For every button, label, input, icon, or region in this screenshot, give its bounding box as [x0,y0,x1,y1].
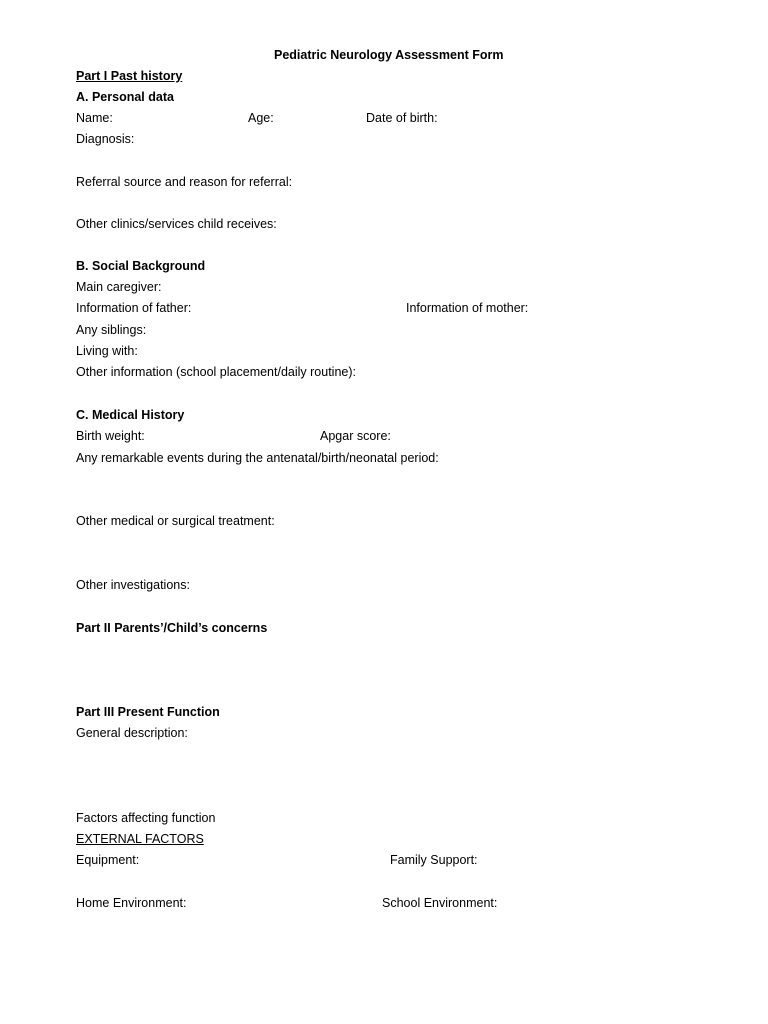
living-with-label: Living with: [76,344,138,358]
school-environment-label: School Environment: [382,896,498,910]
birth-weight-label: Birth weight: [76,429,145,443]
remarkable-events-label: Any remarkable events during the antenatal/birth/neonatal period: [76,451,439,465]
name-label: Name: [76,111,113,125]
home-environment-label: Home Environment: [76,896,187,910]
mother-info-label: Information of mother: [406,301,529,315]
age-label: Age: [248,111,274,125]
referral-label: Referral source and reason for referral: [76,175,293,189]
father-info-label: Information of father: [76,301,192,315]
part-1-heading: Part I Past history [76,69,183,83]
medical-history-heading: C. Medical History [76,408,185,422]
external-factors-heading: EXTERNAL FACTORS [76,832,204,846]
other-treatment-label: Other medical or surgical treatment: [76,514,275,528]
equipment-label: Equipment: [76,853,140,867]
date-of-birth-label: Date of birth: [366,111,438,125]
part-2-heading: Part II Parents’/Child’s concerns [76,621,268,635]
main-caregiver-label: Main caregiver: [76,280,162,294]
other-clinics-label: Other clinics/services child receives: [76,217,277,231]
diagnosis-label: Diagnosis: [76,132,135,146]
other-investigations-label: Other investigations: [76,578,190,592]
family-support-label: Family Support: [390,853,478,867]
form-title: Pediatric Neurology Assessment Form [274,48,504,62]
other-information-label: Other information (school placement/daily routine): [76,365,356,379]
part-3-heading: Part III Present Function [76,705,220,719]
apgar-score-label: Apgar score: [320,429,391,443]
general-description-label: General description: [76,726,188,740]
factors-affecting-label: Factors affecting function [76,811,216,825]
social-background-heading: B. Social Background [76,259,206,273]
personal-data-heading: A. Personal data [76,90,174,104]
siblings-label: Any siblings: [76,323,147,337]
